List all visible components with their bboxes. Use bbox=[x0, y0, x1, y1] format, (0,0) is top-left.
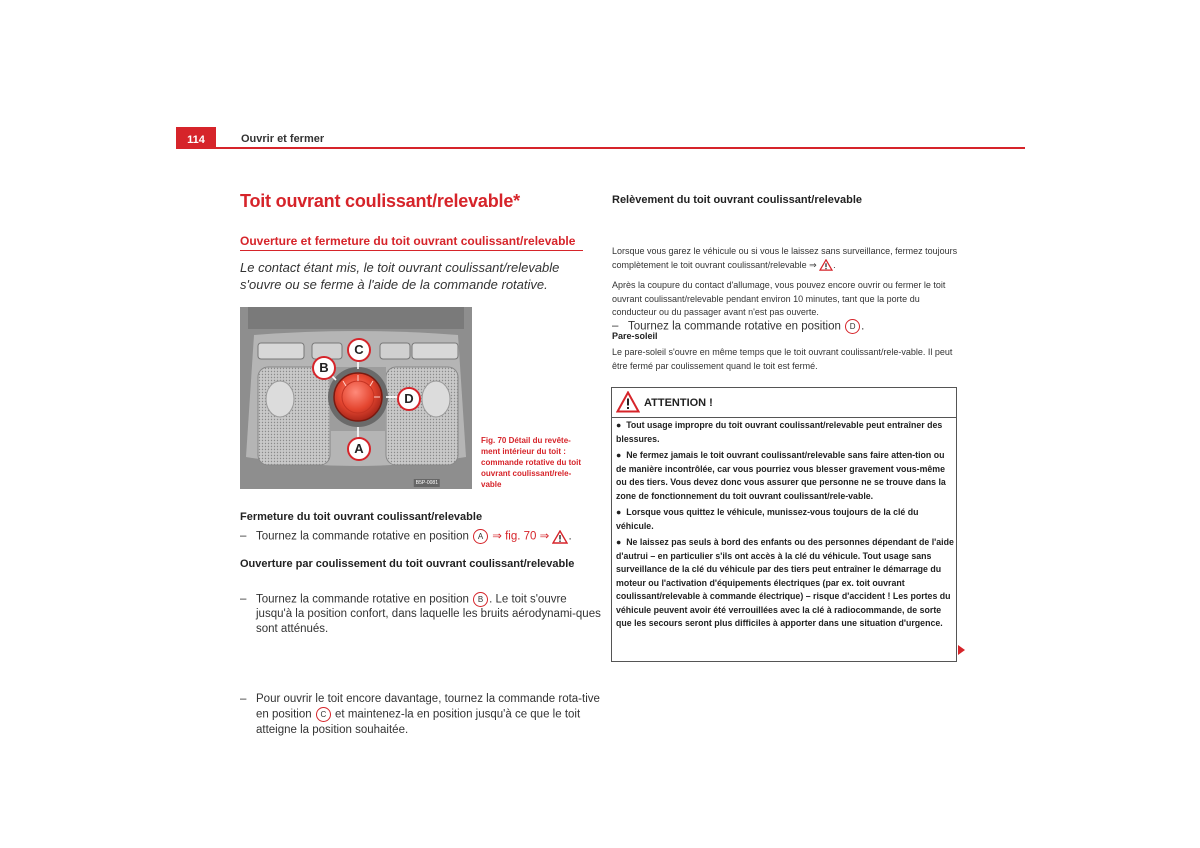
subsection-underline bbox=[240, 250, 583, 251]
attention-list bbox=[616, 419, 954, 634]
closing-period: . bbox=[568, 530, 572, 543]
page-number: 114 bbox=[176, 127, 216, 149]
running-title: Ouvrir et fermer bbox=[241, 133, 325, 145]
roof-console-illustration bbox=[240, 307, 472, 489]
sliding-step-2-text: Pour ouvrir le toit encore davantage, tournez la commande rota-tive en position bbox=[256, 693, 600, 721]
sunshade-text: Le pare-soleil s'ouvre en même temps que le toit ouvrant coulissant/rele-vable. Il peut être fermé par coulissement quand le toit est fermé. bbox=[612, 347, 953, 371]
parking-period: . bbox=[833, 259, 836, 270]
attention-box bbox=[611, 387, 957, 662]
figure-label-a: A bbox=[347, 437, 371, 461]
closing-heading: Fermeture du toit ouvrant coulissant/relevable bbox=[240, 511, 483, 523]
intro-text: Le contact étant mis, le toit ouvrant coulissant/relevable s'ouvre ou se ferme à l'aide de la commande rotative. bbox=[240, 260, 560, 292]
closing-step bbox=[240, 529, 606, 545]
attention-item-text: Ne laissez pas seuls à bord des enfants ou des personnes dépendant de l'aide d'autrui – en particulier s'ils ont accès à la clé du véhicule. Tout usage sans surveillance de la clé du véhicule par des tiers peut entraîner le démarrage du moteur ou l'activation d'équipements électriques (par ex. toit ouvrant coulissant/relevable à commande électrique) – risque d'accident ! Les portes du véhicule peuvent avoir été verrouillées avec la clé à radiocommande, de sorte que les secours seront plus difficiles à apporter dans une situation d'urgence. bbox=[616, 537, 954, 628]
sunshade-heading: Pare-soleil bbox=[612, 331, 658, 341]
parking-text: Lorsque vous garez le véhicule ou si vous le laissez sans surveillance, fermez toujours complètement le toit ouvrant coulissant/relevable ⇒ bbox=[612, 246, 958, 270]
attention-header bbox=[612, 388, 956, 418]
dash: – bbox=[240, 592, 247, 605]
lifting-step bbox=[612, 319, 972, 335]
closing-text: Tournez la commande rotative en position bbox=[256, 530, 469, 543]
lifting-text: Tournez la commande rotative en position bbox=[628, 320, 841, 333]
figure-label-d: D bbox=[397, 387, 421, 411]
attention-item bbox=[616, 506, 954, 533]
figure-caption: Fig. 70 Détail du revête-ment intérieur du toit : commande rotative du toit ouvrant coulissant/rele-vable bbox=[481, 436, 582, 489]
subsection-title: Ouverture et fermeture du toit ouvrant coulissant/relevable bbox=[240, 234, 576, 248]
lifting-period: . bbox=[861, 320, 865, 333]
sliding-step-2 bbox=[240, 692, 601, 738]
attention-item bbox=[616, 536, 954, 631]
figure-code: B5P-0081 bbox=[415, 480, 438, 486]
lifting-heading: Relèvement du toit ouvrant coulissant/relevable bbox=[612, 194, 863, 206]
position-b-marker: B bbox=[473, 592, 488, 607]
section-title: Toit ouvrant coulissant/relevable* bbox=[240, 191, 520, 211]
ignition-paragraph: Après la coupure du contact d'allumage, vous pouvez encore ouvrir ou fermer le toit ouvrant coulissant/relevable pendant environ 10 minutes, tant que la porte du conducteur ou du passager avant n'est pas ouverte. bbox=[612, 280, 946, 317]
position-a-marker: A bbox=[473, 529, 488, 544]
warning-icon bbox=[616, 391, 640, 413]
figure-reference-link[interactable]: ⇒ fig. 70 ⇒ bbox=[492, 530, 550, 543]
attention-label: ATTENTION ! bbox=[644, 397, 713, 409]
bullet-icon: ● bbox=[616, 420, 627, 430]
position-d-marker: D bbox=[845, 319, 860, 334]
header-rule bbox=[176, 147, 1025, 149]
sliding-step-1-rest: . Le toit s'ouvre jusqu'à la position confort, dans laquelle les bruits aérodynami-ques sont atténués. bbox=[256, 593, 601, 636]
parking-paragraph bbox=[612, 245, 958, 272]
warning-icon bbox=[552, 530, 568, 544]
bullet-icon: ● bbox=[616, 537, 627, 547]
figure-roof-control bbox=[240, 307, 472, 489]
sliding-step-2-rest: et maintenez-la en position jusqu'à ce que le toit atteigne la position souhaitée. bbox=[256, 708, 581, 736]
attention-item-text: Ne fermez jamais le toit ouvrant coulissant/relevable sans faire atten-tion ou de manière incontrôlée, car vous pourriez vous blesser gravement vous-même ou des tiers. Vous devez donc vous assurer que personne ne se trouve dans la zone de fonctionnement du toit ouvrant coulissant/rele-vable. bbox=[616, 450, 946, 501]
figure-label-c: C bbox=[347, 338, 371, 362]
sliding-step-1 bbox=[240, 592, 601, 638]
dash: – bbox=[240, 530, 247, 542]
attention-item-text: Lorsque vous quittez le véhicule, munissez-vous toujours de la clé du véhicule. bbox=[616, 507, 919, 531]
bullet-icon: ● bbox=[616, 450, 627, 460]
attention-item bbox=[616, 449, 954, 503]
figure-label-b: B bbox=[312, 356, 336, 380]
dash: – bbox=[240, 693, 247, 706]
dash: – bbox=[612, 319, 619, 332]
bullet-icon: ● bbox=[616, 507, 627, 517]
warning-icon bbox=[819, 259, 833, 271]
sliding-heading: Ouverture par coulissement du toit ouvrant coulissant/relevable bbox=[240, 558, 575, 570]
sliding-step-1-text: Tournez la commande rotative en position bbox=[256, 593, 469, 606]
attention-item bbox=[616, 419, 954, 446]
next-page-arrow-icon[interactable] bbox=[958, 645, 965, 655]
attention-item-text: Tout usage impropre du toit ouvrant coulissant/relevable peut entraîner des blessures. bbox=[616, 420, 943, 444]
position-c-marker: C bbox=[316, 707, 331, 722]
